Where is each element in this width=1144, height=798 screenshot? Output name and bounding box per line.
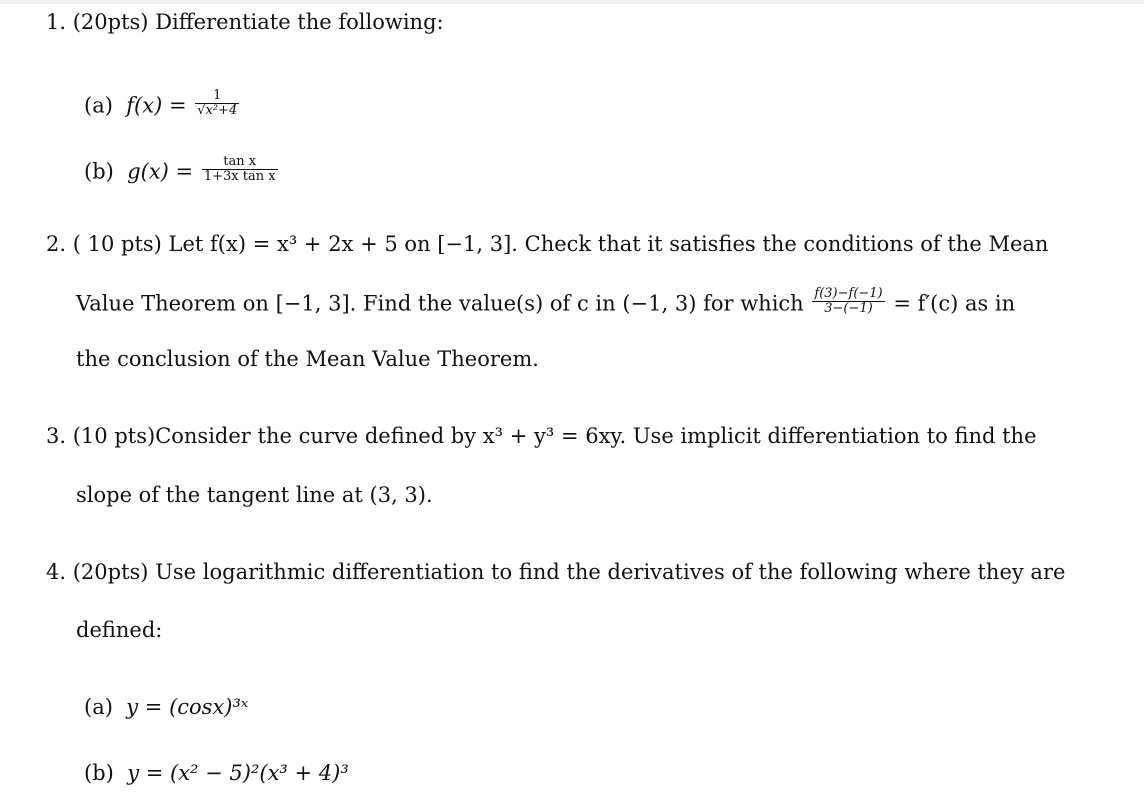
problem-1b-fraction [202, 155, 278, 185]
problem-2-text-2: Value Theorem on [−1, 3]. Find the value(s) of c in (−1, 3) for which [76, 291, 804, 316]
problem-1-points: (20pts) [72, 10, 149, 34]
problem-4-text-1: Use logarithmic differentiation to find the derivatives of the following where they are [155, 560, 1066, 584]
problem-1-number: 1. [46, 10, 67, 34]
problem-2-text-3: the conclusion of the Mean Value Theorem. [76, 347, 539, 371]
problem-2-frac-numerator: f(3)−f(−1) [814, 286, 883, 301]
problem-2-line-3 [76, 349, 539, 370]
problem-1b-numerator: tan x [223, 154, 257, 169]
problem-4b [84, 763, 349, 784]
problem-3-text-2: slope of the tangent line at (3, 3). [76, 483, 433, 507]
problem-1a-lhs: f(x) = [126, 93, 187, 118]
problem-2-frac-denominator: 3−(−1) [812, 301, 884, 316]
problem-2-number: 2. [46, 232, 67, 256]
problem-3-line-2 [76, 485, 433, 506]
problem-4a [84, 697, 248, 718]
problem-3-line-1 [46, 426, 1037, 447]
problem-4-line-1 [46, 562, 1065, 583]
problem-4b-expr: y = (x² − 5)²(x³ + 4)³ [127, 761, 349, 785]
problem-4-points: (20pts) [72, 560, 149, 584]
problem-1a-fraction [195, 89, 239, 119]
problem-1b-label: (b) [84, 159, 114, 184]
problem-1a-numerator: 1 [213, 88, 222, 103]
problem-2-line-1 [46, 234, 1048, 255]
problem-2-points: ( 10 pts) [72, 232, 162, 256]
problem-3-points: (10 pts) [72, 424, 156, 448]
page-top-border [0, 0, 1144, 4]
problem-4b-label: (b) [84, 761, 114, 785]
problem-1-heading [46, 12, 444, 33]
problem-4-text-2: defined: [76, 618, 163, 642]
problem-4-line-2 [76, 620, 162, 641]
problem-2-line-2 [76, 286, 1016, 320]
problem-3-number: 3. [46, 424, 67, 448]
problem-2-text-2-post: = f′(c) as in [893, 291, 1016, 316]
problem-1a [84, 88, 241, 122]
problem-1b-lhs: g(x) = [127, 159, 194, 184]
problem-4a-expr: y = (cosx)³ˣ [126, 695, 249, 719]
problem-1b-denominator: 1+3x tan x [203, 169, 276, 185]
problem-1a-label: (a) [84, 93, 113, 118]
problem-2-fraction [812, 287, 884, 317]
problem-1-text: Differentiate the following: [155, 10, 444, 34]
problem-2-text-1: Let f(x) = x³ + 2x + 5 on [−1, 3]. Check that it satisfies the conditions of the Mean [168, 232, 1049, 256]
problem-1b [84, 154, 280, 188]
problem-1a-denominator: √x²+4 [197, 103, 238, 119]
problem-4a-label: (a) [84, 695, 113, 719]
problem-3-text-1: Consider the curve defined by x³ + y³ = 6xy. Use implicit differentiation to find the [155, 424, 1037, 448]
problem-4-number: 4. [46, 560, 67, 584]
